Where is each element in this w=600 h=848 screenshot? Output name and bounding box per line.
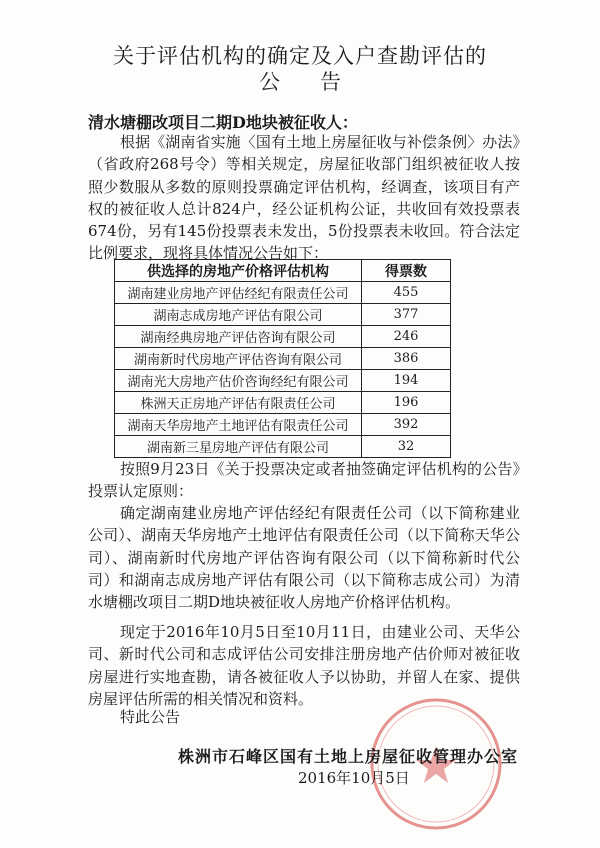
notice-title: 关于评估机构的确定及入户查勘评估的 [113,44,487,68]
paragraph-closing: 特此公告 [120,708,181,726]
org-name: 湖南新时代房地产评估咨询有限公司 [115,348,362,370]
paragraph-principle: 按照9月23日《关于投票决定或者抽签确定评估机构的公告》投票认定原则： [88,460,520,501]
table-row [115,370,451,392]
paragraph-basis: 根据《湖南省实施〈国有土地上房屋征收与补偿条例〉办法》（省政府268号令）等相关规定，房屋征收部门组织被征收人按照少数服从多数的原则投票确定评估机构，经调查，该项目有产权的被征收人总计824户，经公证机构公证，共收回有效投票表674份，另有145份投票表未发出，5份投票表未收回。符合法定比例要求，现将具体情况公告如下： [88,133,520,263]
notice-title-announcement: 公告 [259,70,381,94]
salutation: 清水塘棚改项目二期D地块被征收人： [88,113,358,132]
org-name: 湖南天华房地产土地评估有限责任公司 [115,414,362,436]
table-row [115,304,451,326]
issue-date: 2016年10月5日 [298,769,410,787]
org-name: 湖南光大房地产估价咨询经纪有限公司 [115,370,362,392]
table-header-row [115,260,451,282]
table-row [115,414,451,436]
issuer-signature: 株洲市石峰区国有土地上房屋征收管理办公室 [178,747,519,766]
vote-count: 455 [362,282,451,304]
vote-count: 377 [362,304,451,326]
org-name: 湖南经典房地产评估咨询有限公司 [115,326,362,348]
org-name: 湖南新三星房地产评估有限公司 [115,436,362,458]
column-header-votes: 得票数 [362,260,451,282]
table-row [115,392,451,414]
paragraph-survey-schedule: 现定于2016年10月5日至10月11日，由建业公司、天华公司、新时代公司和志成评估公司安排注册房地产估价师对被征收房屋进行实地查勘，请各被征收人予以协助，并留人在家、提供房屋评估所需的相关情况和资料。 [88,623,520,708]
vote-count: 392 [362,414,451,436]
vote-count: 246 [362,326,451,348]
table-row [115,282,451,304]
org-name: 株洲天正房地产评估有限责任公司 [115,392,362,414]
column-header-org: 供选择的房地产价格评估机构 [115,260,362,282]
table-row [115,436,451,458]
vote-count: 194 [362,370,451,392]
paragraph-decision: 确定湖南建业房地产评估经纪有限责任公司（以下简称建业公司）、湖南天华房地产土地评估有限责任公司（以下简称天华公司）、湖南新时代房地产评估咨询有限公司（以下简称新时代公司）和湖南志成房地产评估有限公司（以下简称志成公司）为清水塘棚改项目二期D地块被征收人房地产价格评估机构。 [88,504,520,612]
vote-results-table [114,259,451,458]
vote-count: 196 [362,392,451,414]
table-row [115,348,451,370]
vote-count: 386 [362,348,451,370]
org-name: 湖南建业房地产评估经纪有限责任公司 [115,282,362,304]
org-name: 湖南志成房地产评估有限公司 [115,304,362,326]
table-row [115,326,451,348]
vote-count: 32 [362,436,451,458]
